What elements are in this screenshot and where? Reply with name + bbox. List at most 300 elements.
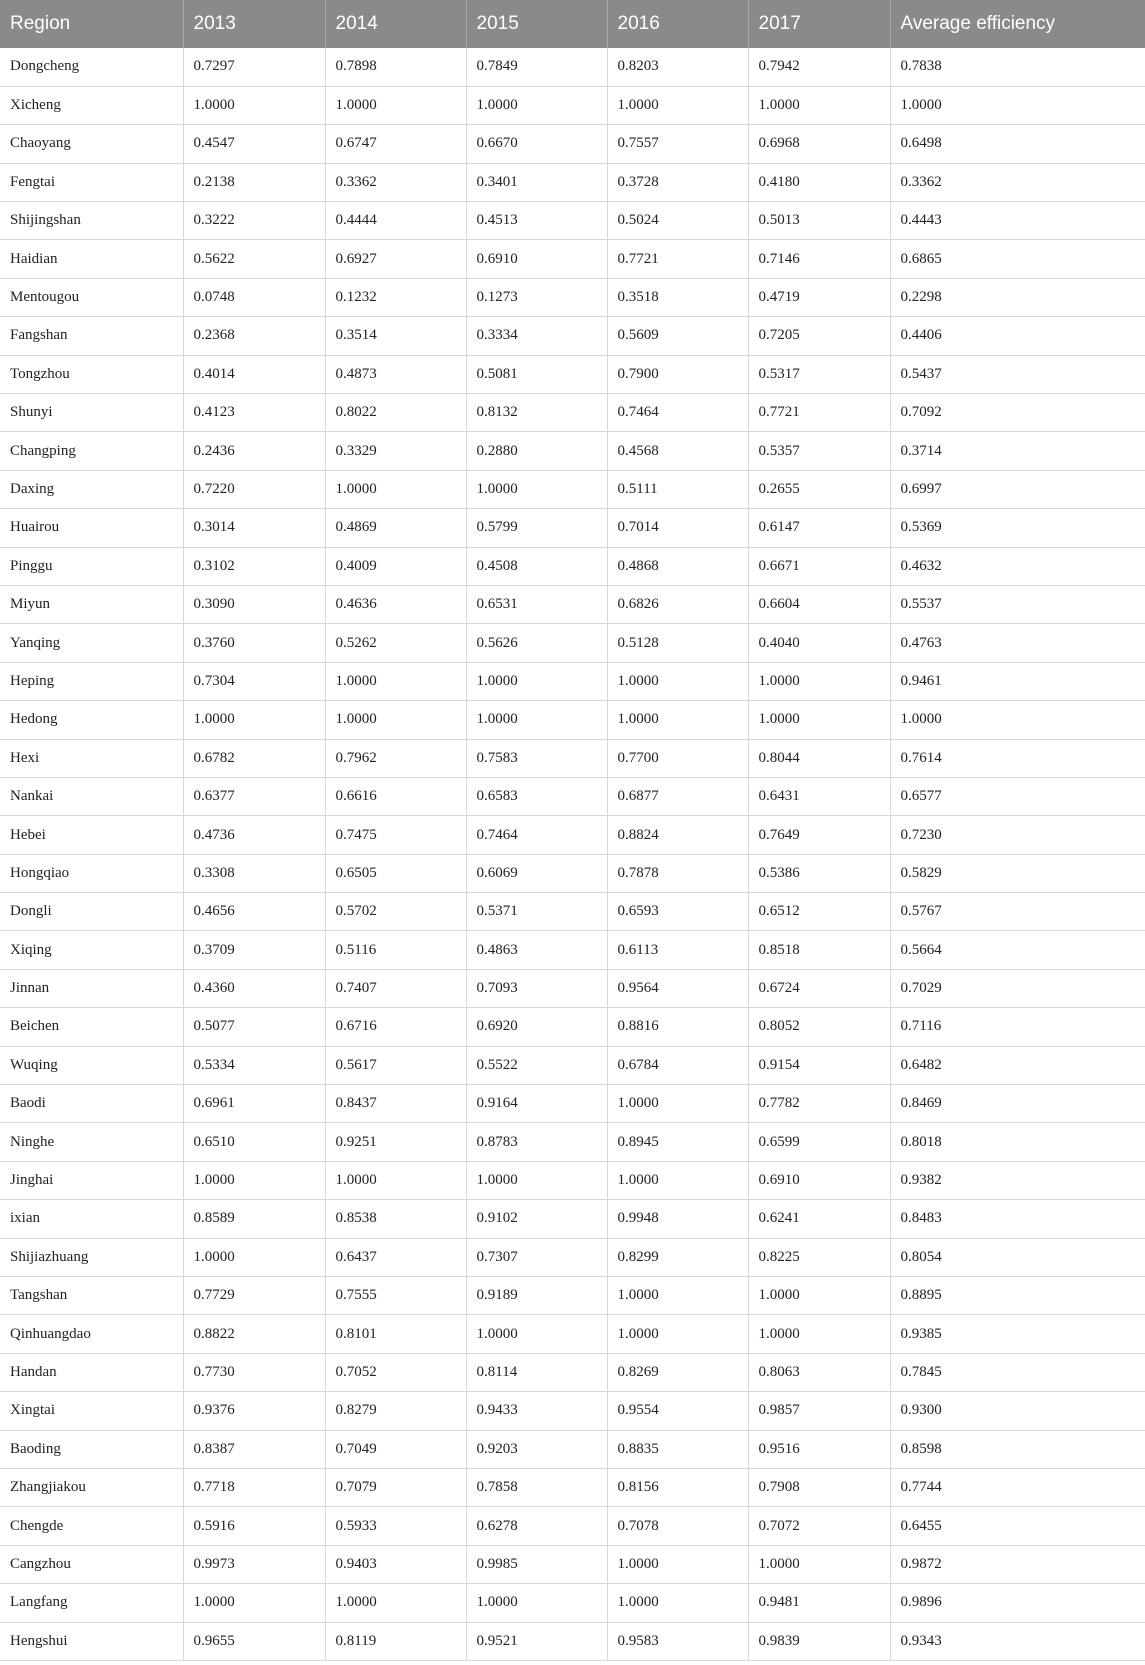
value-2016-cell: 0.9583 xyxy=(607,1622,748,1660)
header-2017: 2017 xyxy=(748,0,890,48)
value-2017-cell: 0.8063 xyxy=(748,1353,890,1391)
average-efficiency-cell: 0.9382 xyxy=(890,1161,1145,1199)
value-2013-cell: 0.3222 xyxy=(183,202,325,240)
value-2013-cell: 0.4123 xyxy=(183,394,325,432)
average-efficiency-cell: 0.4443 xyxy=(890,202,1145,240)
value-2015-cell: 0.7093 xyxy=(466,969,607,1007)
table-row xyxy=(0,1353,1145,1391)
value-2013-cell: 0.7304 xyxy=(183,662,325,700)
value-2017-cell: 0.6671 xyxy=(748,547,890,585)
region-cell: Hengshui xyxy=(0,1622,183,1660)
value-2015-cell: 0.9164 xyxy=(466,1085,607,1123)
value-2014-cell: 0.9251 xyxy=(325,1123,466,1161)
value-2017-cell: 0.4719 xyxy=(748,278,890,316)
value-2013-cell: 0.7220 xyxy=(183,470,325,508)
value-2014-cell: 0.8119 xyxy=(325,1622,466,1660)
average-efficiency-cell: 0.9461 xyxy=(890,662,1145,700)
value-2015-cell: 0.8783 xyxy=(466,1123,607,1161)
value-2017-cell: 0.5317 xyxy=(748,355,890,393)
value-2013-cell: 0.7718 xyxy=(183,1468,325,1506)
value-2013-cell: 0.6377 xyxy=(183,777,325,815)
value-2017-cell: 0.5386 xyxy=(748,854,890,892)
value-2016-cell: 1.0000 xyxy=(607,1315,748,1353)
value-2015-cell: 0.6910 xyxy=(466,240,607,278)
value-2013-cell: 0.4360 xyxy=(183,969,325,1007)
region-cell: Chaoyang xyxy=(0,125,183,163)
value-2015-cell: 0.9102 xyxy=(466,1200,607,1238)
table-row xyxy=(0,739,1145,777)
average-efficiency-cell: 0.6455 xyxy=(890,1507,1145,1545)
value-2013-cell: 0.3760 xyxy=(183,624,325,662)
value-2015-cell: 0.8132 xyxy=(466,394,607,432)
value-2016-cell: 0.7900 xyxy=(607,355,748,393)
value-2015-cell: 1.0000 xyxy=(466,1315,607,1353)
average-efficiency-cell: 0.5537 xyxy=(890,585,1145,623)
value-2014-cell: 0.8437 xyxy=(325,1085,466,1123)
value-2016-cell: 0.3728 xyxy=(607,163,748,201)
table-row xyxy=(0,854,1145,892)
value-2016-cell: 0.7078 xyxy=(607,1507,748,1545)
value-2016-cell: 0.9554 xyxy=(607,1392,748,1430)
average-efficiency-cell: 0.3714 xyxy=(890,432,1145,470)
average-efficiency-cell: 0.8483 xyxy=(890,1200,1145,1238)
value-2016-cell: 0.6826 xyxy=(607,585,748,623)
region-cell: Heping xyxy=(0,662,183,700)
value-2014-cell: 0.7555 xyxy=(325,1277,466,1315)
average-efficiency-cell: 0.8018 xyxy=(890,1123,1145,1161)
region-cell: Fangshan xyxy=(0,317,183,355)
average-efficiency-cell: 0.9343 xyxy=(890,1622,1145,1660)
value-2017-cell: 0.7072 xyxy=(748,1507,890,1545)
average-efficiency-cell: 1.0000 xyxy=(890,701,1145,739)
region-cell: Cangzhou xyxy=(0,1545,183,1583)
value-2015-cell: 0.1273 xyxy=(466,278,607,316)
average-efficiency-cell: 0.6498 xyxy=(890,125,1145,163)
region-cell: Xiqing xyxy=(0,931,183,969)
region-cell: Nankai xyxy=(0,777,183,815)
value-2015-cell: 0.5626 xyxy=(466,624,607,662)
value-2016-cell: 0.7014 xyxy=(607,509,748,547)
value-2015-cell: 0.7858 xyxy=(466,1468,607,1506)
region-cell: Langfang xyxy=(0,1584,183,1622)
value-2016-cell: 0.8824 xyxy=(607,816,748,854)
average-efficiency-cell: 0.5664 xyxy=(890,931,1145,969)
value-2016-cell: 0.4568 xyxy=(607,432,748,470)
region-cell: Daxing xyxy=(0,470,183,508)
value-2017-cell: 0.6512 xyxy=(748,893,890,931)
value-2013-cell: 0.6961 xyxy=(183,1085,325,1123)
table-row xyxy=(0,470,1145,508)
region-cell: Xicheng xyxy=(0,86,183,124)
value-2015-cell: 0.6670 xyxy=(466,125,607,163)
value-2014-cell: 0.4873 xyxy=(325,355,466,393)
table-row xyxy=(0,1277,1145,1315)
value-2014-cell: 0.8022 xyxy=(325,394,466,432)
table-row xyxy=(0,1123,1145,1161)
region-cell: Fengtai xyxy=(0,163,183,201)
average-efficiency-cell: 0.4406 xyxy=(890,317,1145,355)
region-cell: Zhangjiakou xyxy=(0,1468,183,1506)
value-2017-cell: 0.7942 xyxy=(748,48,890,86)
table-row xyxy=(0,1545,1145,1583)
value-2013-cell: 0.5916 xyxy=(183,1507,325,1545)
table-row xyxy=(0,432,1145,470)
table-row xyxy=(0,1622,1145,1660)
value-2014-cell: 0.7079 xyxy=(325,1468,466,1506)
value-2016-cell: 0.8945 xyxy=(607,1123,748,1161)
table-row xyxy=(0,48,1145,86)
region-cell: Dongli xyxy=(0,893,183,931)
table-row xyxy=(0,701,1145,739)
region-cell: Hebei xyxy=(0,816,183,854)
region-cell: Mentougou xyxy=(0,278,183,316)
value-2017-cell: 0.6241 xyxy=(748,1200,890,1238)
value-2017-cell: 1.0000 xyxy=(748,1315,890,1353)
average-efficiency-cell: 0.5767 xyxy=(890,893,1145,931)
value-2016-cell: 1.0000 xyxy=(607,86,748,124)
value-2015-cell: 0.8114 xyxy=(466,1353,607,1391)
region-cell: Huairou xyxy=(0,509,183,547)
value-2017-cell: 0.6604 xyxy=(748,585,890,623)
region-cell: Haidian xyxy=(0,240,183,278)
value-2017-cell: 0.6599 xyxy=(748,1123,890,1161)
value-2015-cell: 0.9433 xyxy=(466,1392,607,1430)
value-2014-cell: 1.0000 xyxy=(325,1584,466,1622)
value-2016-cell: 0.9948 xyxy=(607,1200,748,1238)
table-row xyxy=(0,893,1145,931)
value-2013-cell: 0.3102 xyxy=(183,547,325,585)
header-region: Region xyxy=(0,0,183,48)
region-cell: Jinghai xyxy=(0,1161,183,1199)
header-row xyxy=(0,0,1145,48)
value-2013-cell: 0.4547 xyxy=(183,125,325,163)
average-efficiency-cell: 0.7116 xyxy=(890,1008,1145,1046)
value-2016-cell: 0.5609 xyxy=(607,317,748,355)
value-2013-cell: 0.6782 xyxy=(183,739,325,777)
average-efficiency-cell: 0.6577 xyxy=(890,777,1145,815)
value-2017-cell: 0.8225 xyxy=(748,1238,890,1276)
value-2013-cell: 0.2436 xyxy=(183,432,325,470)
table-row xyxy=(0,1430,1145,1468)
value-2016-cell: 1.0000 xyxy=(607,1584,748,1622)
header-2015: 2015 xyxy=(466,0,607,48)
value-2014-cell: 0.4869 xyxy=(325,509,466,547)
value-2017-cell: 0.9857 xyxy=(748,1392,890,1430)
average-efficiency-cell: 0.9896 xyxy=(890,1584,1145,1622)
value-2013-cell: 0.8822 xyxy=(183,1315,325,1353)
value-2017-cell: 0.2655 xyxy=(748,470,890,508)
average-efficiency-cell: 0.5829 xyxy=(890,854,1145,892)
table-row xyxy=(0,816,1145,854)
value-2013-cell: 0.9376 xyxy=(183,1392,325,1430)
value-2014-cell: 0.7407 xyxy=(325,969,466,1007)
value-2015-cell: 0.3334 xyxy=(466,317,607,355)
value-2013-cell: 0.7297 xyxy=(183,48,325,86)
table-row xyxy=(0,394,1145,432)
value-2016-cell: 1.0000 xyxy=(607,662,748,700)
average-efficiency-cell: 0.7029 xyxy=(890,969,1145,1007)
value-2014-cell: 0.6616 xyxy=(325,777,466,815)
region-cell: Chengde xyxy=(0,1507,183,1545)
value-2017-cell: 0.9154 xyxy=(748,1046,890,1084)
average-efficiency-cell: 0.7838 xyxy=(890,48,1145,86)
value-2017-cell: 0.7782 xyxy=(748,1085,890,1123)
region-cell: Dongcheng xyxy=(0,48,183,86)
average-efficiency-cell: 0.5369 xyxy=(890,509,1145,547)
value-2016-cell: 1.0000 xyxy=(607,1545,748,1583)
value-2014-cell: 0.3514 xyxy=(325,317,466,355)
value-2013-cell: 0.9973 xyxy=(183,1545,325,1583)
table-row xyxy=(0,1238,1145,1276)
value-2014-cell: 0.6927 xyxy=(325,240,466,278)
table-row xyxy=(0,931,1145,969)
value-2017-cell: 0.6910 xyxy=(748,1161,890,1199)
value-2014-cell: 0.6747 xyxy=(325,125,466,163)
value-2017-cell: 0.7908 xyxy=(748,1468,890,1506)
value-2016-cell: 0.7557 xyxy=(607,125,748,163)
value-2013-cell: 0.8589 xyxy=(183,1200,325,1238)
value-2014-cell: 0.8538 xyxy=(325,1200,466,1238)
average-efficiency-cell: 0.9300 xyxy=(890,1392,1145,1430)
value-2016-cell: 0.8299 xyxy=(607,1238,748,1276)
region-cell: Hedong xyxy=(0,701,183,739)
value-2015-cell: 0.2880 xyxy=(466,432,607,470)
value-2017-cell: 1.0000 xyxy=(748,1277,890,1315)
region-cell: Shunyi xyxy=(0,394,183,432)
table-row xyxy=(0,1584,1145,1622)
average-efficiency-cell: 0.3362 xyxy=(890,163,1145,201)
region-cell: Hongqiao xyxy=(0,854,183,892)
region-cell: ixian xyxy=(0,1200,183,1238)
table-row xyxy=(0,1315,1145,1353)
value-2014-cell: 1.0000 xyxy=(325,470,466,508)
value-2016-cell: 0.7878 xyxy=(607,854,748,892)
value-2017-cell: 0.6147 xyxy=(748,509,890,547)
value-2013-cell: 0.5334 xyxy=(183,1046,325,1084)
value-2016-cell: 0.5024 xyxy=(607,202,748,240)
value-2015-cell: 0.9521 xyxy=(466,1622,607,1660)
value-2017-cell: 0.6724 xyxy=(748,969,890,1007)
value-2015-cell: 0.5371 xyxy=(466,893,607,931)
header-2013: 2013 xyxy=(183,0,325,48)
region-cell: Wuqing xyxy=(0,1046,183,1084)
value-2016-cell: 0.8203 xyxy=(607,48,748,86)
region-cell: Tangshan xyxy=(0,1277,183,1315)
region-cell: Hexi xyxy=(0,739,183,777)
value-2017-cell: 0.7721 xyxy=(748,394,890,432)
value-2014-cell: 1.0000 xyxy=(325,701,466,739)
value-2014-cell: 0.6505 xyxy=(325,854,466,892)
value-2013-cell: 0.4736 xyxy=(183,816,325,854)
value-2017-cell: 1.0000 xyxy=(748,701,890,739)
value-2013-cell: 0.7730 xyxy=(183,1353,325,1391)
value-2017-cell: 0.7205 xyxy=(748,317,890,355)
value-2015-cell: 0.7583 xyxy=(466,739,607,777)
value-2014-cell: 0.1232 xyxy=(325,278,466,316)
average-efficiency-cell: 1.0000 xyxy=(890,86,1145,124)
value-2015-cell: 1.0000 xyxy=(466,701,607,739)
value-2016-cell: 0.7700 xyxy=(607,739,748,777)
region-cell: Handan xyxy=(0,1353,183,1391)
table-row xyxy=(0,1008,1145,1046)
region-cell: Tongzhou xyxy=(0,355,183,393)
value-2015-cell: 0.7464 xyxy=(466,816,607,854)
value-2013-cell: 0.7729 xyxy=(183,1277,325,1315)
value-2014-cell: 0.7052 xyxy=(325,1353,466,1391)
average-efficiency-cell: 0.9385 xyxy=(890,1315,1145,1353)
header-2014: 2014 xyxy=(325,0,466,48)
average-efficiency-cell: 0.7744 xyxy=(890,1468,1145,1506)
value-2015-cell: 0.5522 xyxy=(466,1046,607,1084)
table-row xyxy=(0,1392,1145,1430)
value-2014-cell: 0.4444 xyxy=(325,202,466,240)
value-2016-cell: 0.4868 xyxy=(607,547,748,585)
value-2015-cell: 0.9985 xyxy=(466,1545,607,1583)
value-2015-cell: 0.6531 xyxy=(466,585,607,623)
region-cell: Jinnan xyxy=(0,969,183,1007)
average-efficiency-cell: 0.4632 xyxy=(890,547,1145,585)
table-row xyxy=(0,624,1145,662)
value-2013-cell: 0.3090 xyxy=(183,585,325,623)
value-2017-cell: 0.6968 xyxy=(748,125,890,163)
value-2016-cell: 0.8816 xyxy=(607,1008,748,1046)
table-row xyxy=(0,662,1145,700)
value-2014-cell: 0.7475 xyxy=(325,816,466,854)
value-2016-cell: 0.7721 xyxy=(607,240,748,278)
table-row xyxy=(0,1046,1145,1084)
value-2017-cell: 1.0000 xyxy=(748,1545,890,1583)
value-2013-cell: 0.3308 xyxy=(183,854,325,892)
value-2016-cell: 0.6877 xyxy=(607,777,748,815)
value-2014-cell: 0.8279 xyxy=(325,1392,466,1430)
region-cell: Qinhuangdao xyxy=(0,1315,183,1353)
region-cell: Beichen xyxy=(0,1008,183,1046)
value-2014-cell: 0.5933 xyxy=(325,1507,466,1545)
table-row xyxy=(0,547,1145,585)
value-2016-cell: 1.0000 xyxy=(607,1161,748,1199)
value-2017-cell: 0.8518 xyxy=(748,931,890,969)
table-row xyxy=(0,969,1145,1007)
table-row xyxy=(0,1468,1145,1506)
value-2014-cell: 0.3362 xyxy=(325,163,466,201)
value-2016-cell: 1.0000 xyxy=(607,1085,748,1123)
value-2015-cell: 1.0000 xyxy=(466,470,607,508)
value-2015-cell: 0.4513 xyxy=(466,202,607,240)
value-2015-cell: 1.0000 xyxy=(466,662,607,700)
header-average-efficiency: Average efficiency xyxy=(890,0,1145,48)
value-2014-cell: 0.6716 xyxy=(325,1008,466,1046)
value-2016-cell: 0.8835 xyxy=(607,1430,748,1468)
value-2014-cell: 0.7962 xyxy=(325,739,466,777)
table-row xyxy=(0,317,1145,355)
value-2015-cell: 1.0000 xyxy=(466,1161,607,1199)
value-2014-cell: 0.4009 xyxy=(325,547,466,585)
value-2013-cell: 0.2368 xyxy=(183,317,325,355)
value-2013-cell: 1.0000 xyxy=(183,1238,325,1276)
table-row xyxy=(0,1085,1145,1123)
average-efficiency-cell: 0.8054 xyxy=(890,1238,1145,1276)
average-efficiency-cell: 0.8469 xyxy=(890,1085,1145,1123)
value-2017-cell: 0.8052 xyxy=(748,1008,890,1046)
value-2015-cell: 0.6069 xyxy=(466,854,607,892)
value-2015-cell: 1.0000 xyxy=(466,86,607,124)
value-2014-cell: 0.9403 xyxy=(325,1545,466,1583)
region-cell: Changping xyxy=(0,432,183,470)
value-2016-cell: 0.6784 xyxy=(607,1046,748,1084)
region-cell: Baodi xyxy=(0,1085,183,1123)
header-2016: 2016 xyxy=(607,0,748,48)
value-2017-cell: 0.8044 xyxy=(748,739,890,777)
region-cell: Miyun xyxy=(0,585,183,623)
region-cell: Pinggu xyxy=(0,547,183,585)
value-2013-cell: 0.5077 xyxy=(183,1008,325,1046)
value-2017-cell: 1.0000 xyxy=(748,86,890,124)
value-2017-cell: 0.5013 xyxy=(748,202,890,240)
table-body xyxy=(0,48,1145,1660)
value-2017-cell: 0.6431 xyxy=(748,777,890,815)
average-efficiency-cell: 0.4763 xyxy=(890,624,1145,662)
value-2014-cell: 0.8101 xyxy=(325,1315,466,1353)
value-2016-cell: 0.5111 xyxy=(607,470,748,508)
value-2014-cell: 0.4636 xyxy=(325,585,466,623)
value-2013-cell: 1.0000 xyxy=(183,1584,325,1622)
table-row xyxy=(0,278,1145,316)
value-2016-cell: 0.8156 xyxy=(607,1468,748,1506)
table-header xyxy=(0,0,1145,48)
value-2016-cell: 0.3518 xyxy=(607,278,748,316)
value-2017-cell: 0.7649 xyxy=(748,816,890,854)
table-row xyxy=(0,1507,1145,1545)
value-2015-cell: 0.6583 xyxy=(466,777,607,815)
value-2014-cell: 0.5116 xyxy=(325,931,466,969)
value-2015-cell: 0.4863 xyxy=(466,931,607,969)
table-row xyxy=(0,1200,1145,1238)
value-2013-cell: 0.9655 xyxy=(183,1622,325,1660)
value-2015-cell: 0.6278 xyxy=(466,1507,607,1545)
table-row xyxy=(0,509,1145,547)
value-2017-cell: 0.7146 xyxy=(748,240,890,278)
value-2014-cell: 1.0000 xyxy=(325,662,466,700)
value-2016-cell: 0.5128 xyxy=(607,624,748,662)
average-efficiency-cell: 0.9872 xyxy=(890,1545,1145,1583)
value-2016-cell: 1.0000 xyxy=(607,1277,748,1315)
value-2015-cell: 0.7307 xyxy=(466,1238,607,1276)
average-efficiency-cell: 0.7092 xyxy=(890,394,1145,432)
value-2016-cell: 0.7464 xyxy=(607,394,748,432)
value-2017-cell: 0.9481 xyxy=(748,1584,890,1622)
value-2013-cell: 0.6510 xyxy=(183,1123,325,1161)
value-2015-cell: 0.7849 xyxy=(466,48,607,86)
table-row xyxy=(0,355,1145,393)
average-efficiency-cell: 0.8895 xyxy=(890,1277,1145,1315)
value-2017-cell: 0.4040 xyxy=(748,624,890,662)
value-2015-cell: 0.3401 xyxy=(466,163,607,201)
region-cell: Shijingshan xyxy=(0,202,183,240)
table-row xyxy=(0,163,1145,201)
average-efficiency-cell: 0.7614 xyxy=(890,739,1145,777)
value-2017-cell: 0.5357 xyxy=(748,432,890,470)
value-2013-cell: 0.4656 xyxy=(183,893,325,931)
average-efficiency-cell: 0.6482 xyxy=(890,1046,1145,1084)
value-2014-cell: 0.7898 xyxy=(325,48,466,86)
average-efficiency-cell: 0.6997 xyxy=(890,470,1145,508)
table-row xyxy=(0,240,1145,278)
value-2016-cell: 0.9564 xyxy=(607,969,748,1007)
average-efficiency-cell: 0.2298 xyxy=(890,278,1145,316)
average-efficiency-cell: 0.7845 xyxy=(890,1353,1145,1391)
region-cell: Ninghe xyxy=(0,1123,183,1161)
value-2013-cell: 1.0000 xyxy=(183,1161,325,1199)
